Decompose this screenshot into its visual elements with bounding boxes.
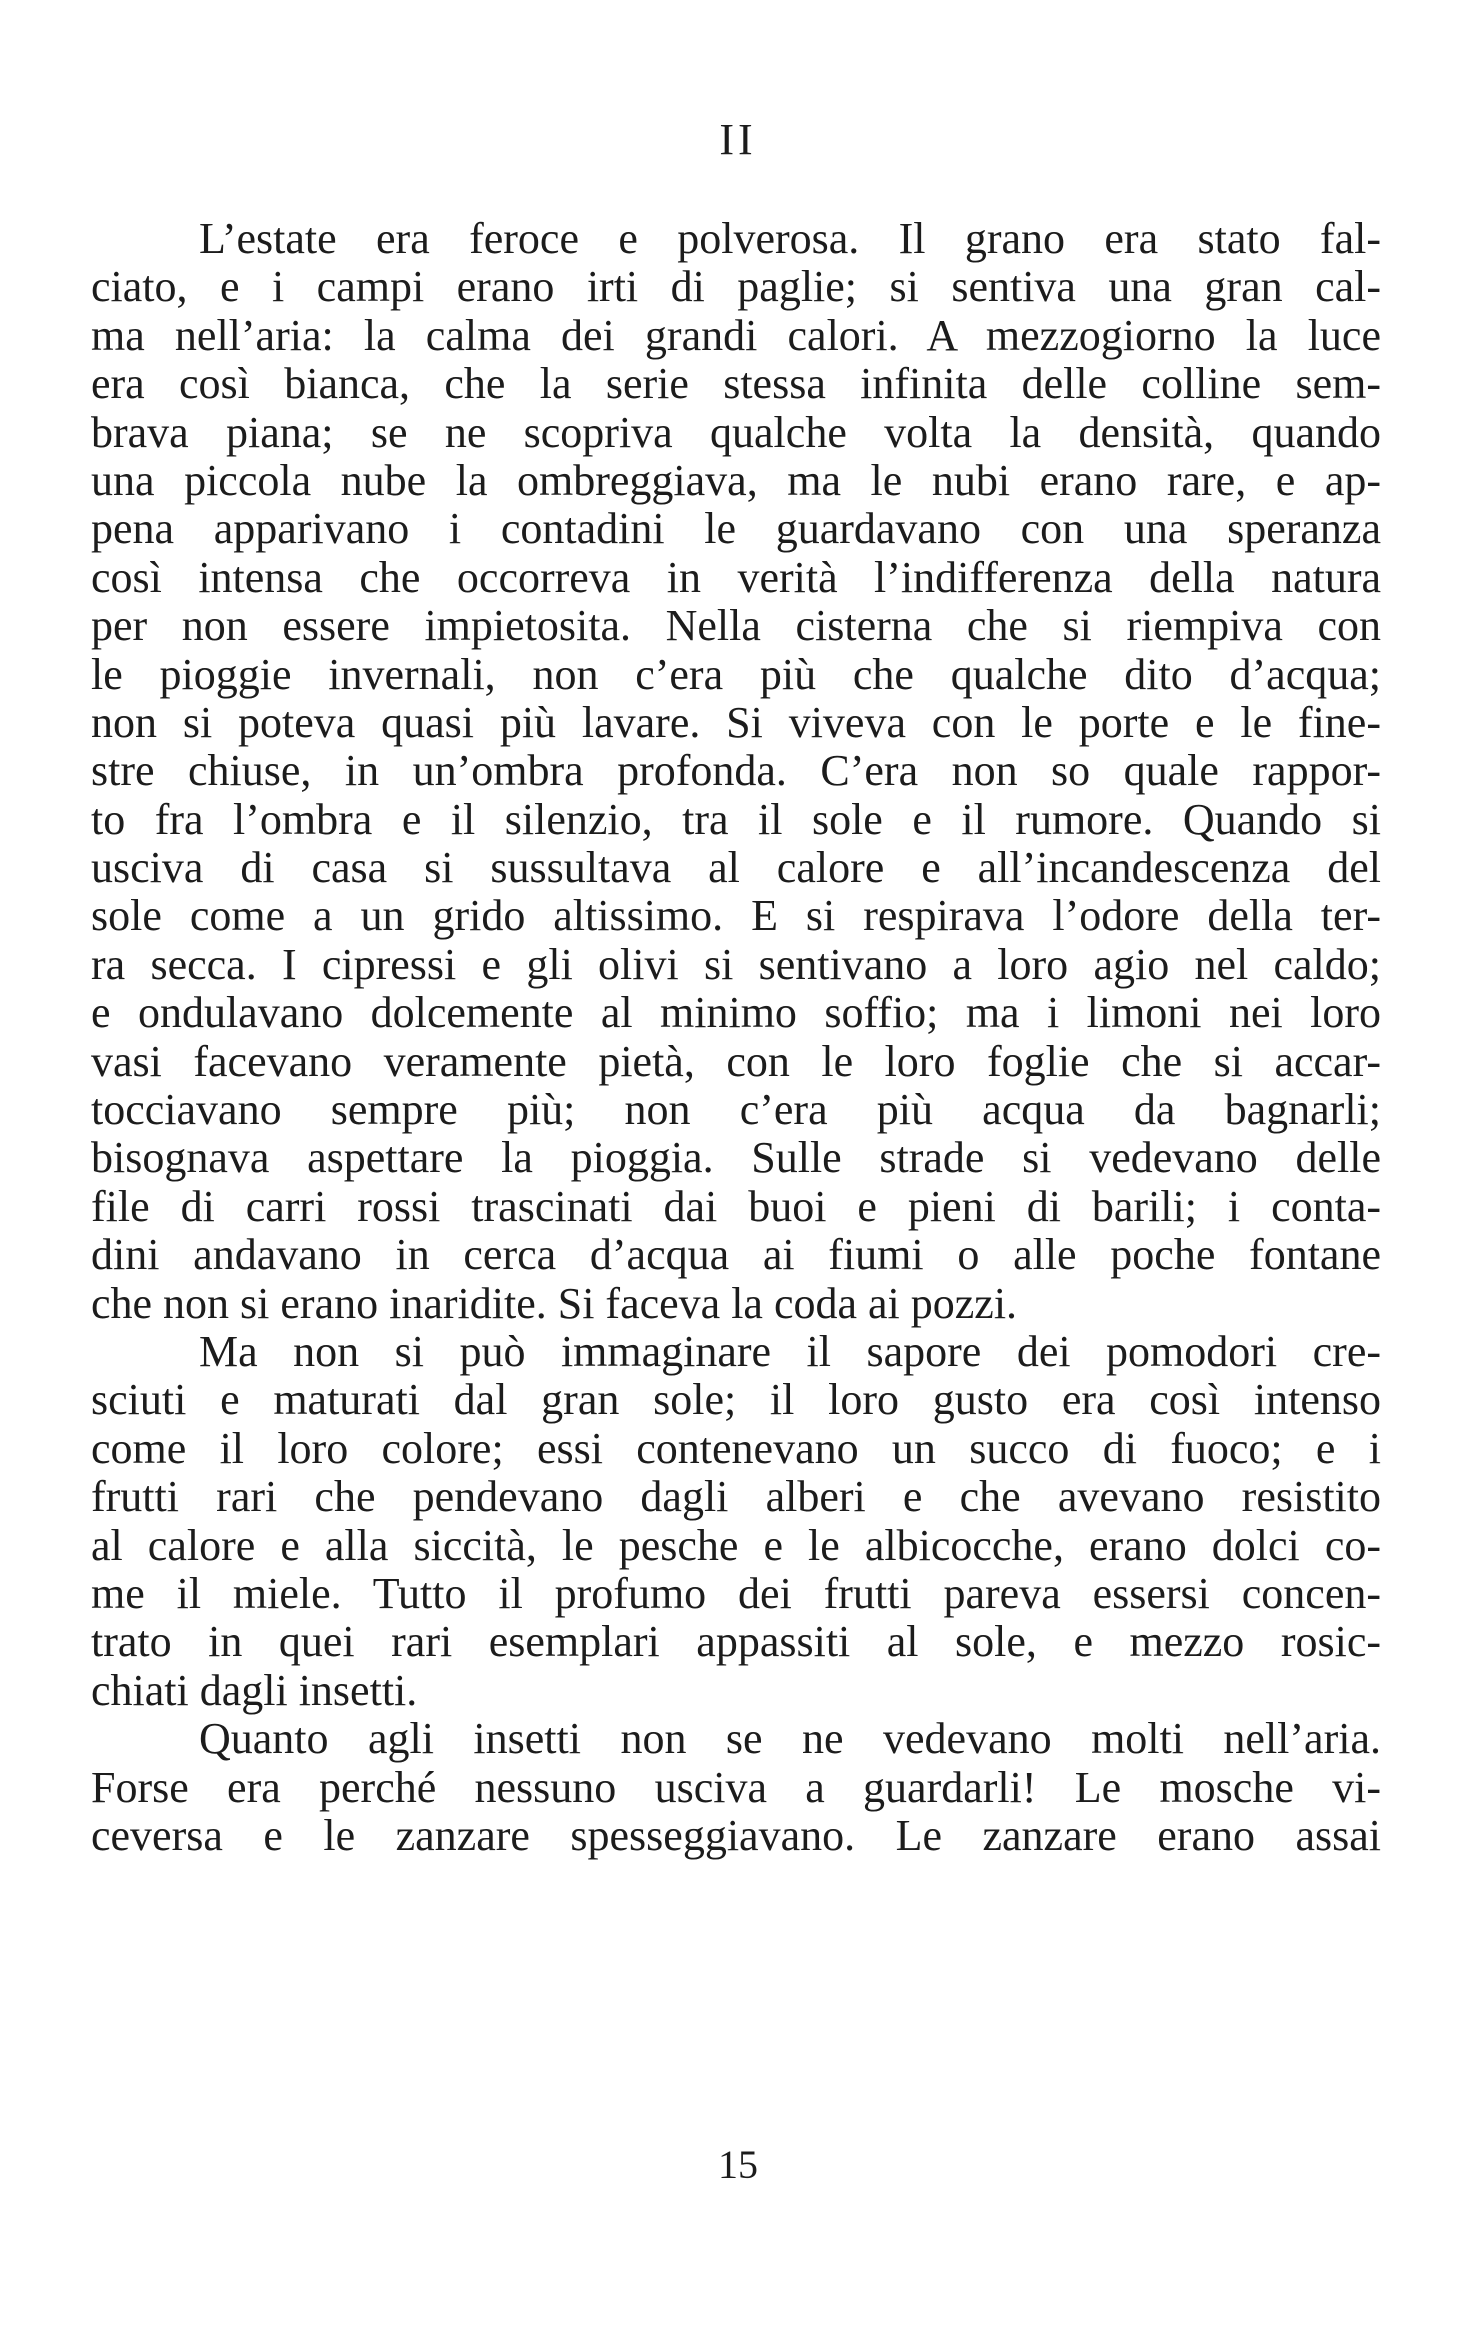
chapter-numeral: II (719, 115, 757, 164)
text-line: come il loro colore; essi contenevano un succo di fuoco; e i (91, 1423, 1381, 1473)
text-line: L’estate era feroce e polverosa. Il grano era stato fal- (199, 214, 1381, 263)
text-line: al calore e alla siccità, le pesche e le albicocche, erano dolci co- (91, 1520, 1381, 1570)
text-line: file di carri rossi trascinati dai buoi e pieni di barili; i conta- (91, 1181, 1381, 1231)
text-line: usciva di casa si sussultava al calore e all’incandescenza del (91, 843, 1381, 893)
text-line: Quanto agli insetti non se ne vedevano molti nell’aria. (199, 1714, 1381, 1764)
text-line: Forse era perché nessuno usciva a guardarli! Le mosche vi- (91, 1762, 1381, 1812)
paragraph (91, 1328, 1381, 1715)
text-line: così intensa che occorreva in verità l’indifferenza della natura (91, 552, 1381, 602)
text-line: Ma non si può immaginare il sapore dei pomodori cre- (199, 1326, 1381, 1376)
text-line: brava piana; se ne scopriva qualche volta la densità, quando (91, 407, 1381, 457)
text-line: che non si erano inaridite. Si faceva la coda ai pozzi. (91, 1278, 1018, 1328)
text-line: una piccola nube la ombreggiava, ma le nubi erano rare, e ap- (91, 455, 1381, 505)
text-line: ma nell’aria: la calma dei grandi calori. A mezzogiorno la luce (91, 310, 1381, 360)
text-line: ciato, e i campi erano irti di paglie; si sentiva una gran cal- (91, 262, 1381, 312)
text-line: tocciavano sempre più; non c’era più acqua da bagnarli; (91, 1085, 1381, 1135)
text-line: trato in quei rari esemplari appassiti al sole, e mezzo rosic- (91, 1617, 1381, 1667)
body-text (91, 215, 1381, 1860)
text-line: e ondulavano dolcemente al minimo soffio; ma i limoni nei loro (91, 988, 1381, 1038)
text-line: to fra l’ombra e il silenzio, tra il sole e il rumore. Quando si (91, 794, 1381, 844)
text-line: non si poteva quasi più lavare. Si viveva con le porte e le fine- (91, 697, 1381, 747)
paragraph (91, 1715, 1381, 1860)
text-line: dini andavano in cerca d’acqua ai fiumi o alle poche fontane (91, 1230, 1381, 1280)
text-line: sole come a un grido altissimo. E si respirava l’odore della ter- (91, 891, 1381, 941)
text-line: sciuti e maturati dal gran sole; il loro gusto era così intenso (91, 1375, 1381, 1425)
text-line: me il miele. Tutto il profumo dei frutti pareva essersi concen- (91, 1568, 1381, 1618)
paragraph (91, 215, 1381, 1328)
text-line: era così bianca, che la serie stessa infinita delle colline sem- (91, 359, 1381, 409)
text-line: frutti rari che pendevano dagli alberi e che avevano resistito (91, 1472, 1381, 1522)
text-line: chiati dagli insetti. (91, 1665, 418, 1715)
text-line: ceversa e le zanzare spesseggiavano. Le zanzare erano assai (91, 1810, 1381, 1860)
text-line: ra secca. I cipressi e gli olivi si sentivano a loro agio nel caldo; (91, 939, 1381, 989)
text-line: per non essere impietosita. Nella cisterna che si riempiva con (91, 601, 1381, 651)
page-number: 15 (718, 2142, 758, 2187)
text-line: pena apparivano i contadini le guardavano con una speranza (91, 504, 1381, 554)
text-line: stre chiuse, in un’ombra profonda. C’era non so quale rappor- (91, 746, 1381, 796)
text-line: bisognava aspettare la pioggia. Sulle strade si vedevano delle (91, 1133, 1381, 1183)
text-line: le pioggie invernali, non c’era più che qualche dito d’acqua; (91, 649, 1381, 699)
text-line: vasi facevano veramente pietà, con le loro foglie che si accar- (91, 1036, 1381, 1086)
